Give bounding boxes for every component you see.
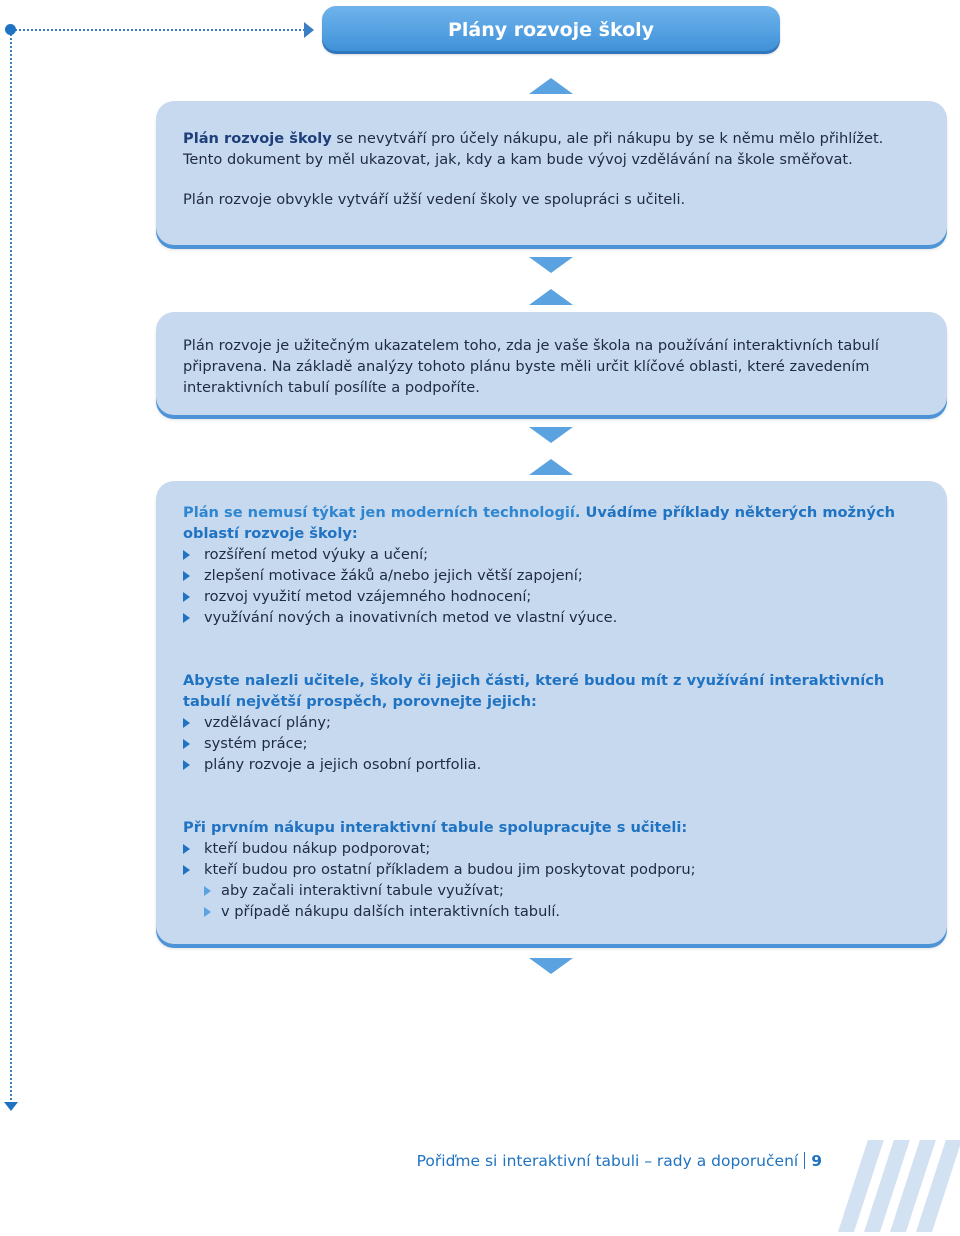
sub-bullet-icon <box>204 886 211 896</box>
sub-bullet-icon <box>204 907 211 917</box>
list-item: plány rozvoje a jejich osobní portfolia. <box>183 754 925 775</box>
bullet-icon <box>183 718 190 728</box>
box3-section-3-heading: Při prvním nákupu interaktivní tabule spolupracujte s učiteli: <box>183 819 688 836</box>
box3-section-1-heading <box>183 502 925 544</box>
box1-paragraph-1-text: se nevytváří pro účely nákupu, ale při nákupu by se k němu mělo přihlížet. Tento dokument by měl ukazovat, jak, kdy a kam bude vývoj vzdělávání na škole směřovat. <box>183 130 884 168</box>
box3-section-3-sublist <box>183 880 925 922</box>
list-item: kteří budou pro ostatní příkladem a budou jim poskytovat podporu; <box>183 859 925 880</box>
list-item: systém práce; <box>183 733 925 754</box>
bullet-icon <box>183 613 190 623</box>
list-item: aby začali interaktivní tabule využívat; <box>183 880 925 901</box>
box3-section-2-list <box>183 712 925 775</box>
list-item: rozvoj využití metod vzájemného hodnocení; <box>183 586 925 607</box>
connector-start-dot <box>5 24 16 35</box>
triangle-up-icon <box>529 459 573 475</box>
info-box-1 <box>156 101 947 245</box>
box1-paragraph-1 <box>183 128 925 170</box>
box3-section-1-list <box>183 544 925 628</box>
list-item: vzdělávací plány; <box>183 712 925 733</box>
page-footer <box>417 1152 822 1170</box>
info-box-3 <box>156 481 947 944</box>
arrow-down-icon <box>4 1102 18 1111</box>
box3-section-1-lead: Plán se nemusí týkat jen moderních technologií. <box>183 504 581 521</box>
triangle-down-icon <box>529 257 573 273</box>
decorative-stripes <box>824 1140 960 1232</box>
box3-section-1-text: Uvádíme příklady některých možných oblastí rozvoje školy: <box>183 504 895 542</box>
bullet-icon <box>183 844 190 854</box>
page-title-text: Plány rozvoje školy <box>447 19 655 41</box>
connector-horizontal <box>12 29 308 31</box>
box1-lead: Plán rozvoje školy <box>183 130 332 147</box>
page-title <box>322 6 780 54</box>
arrow-right-icon <box>304 22 314 38</box>
bullet-icon <box>183 760 190 770</box>
footer-divider <box>804 1152 805 1169</box>
list-item: kteří budou nákup podporovat; <box>183 838 925 859</box>
list-item: rozšíření metod výuky a učení; <box>183 544 925 565</box>
triangle-up-icon <box>529 78 573 94</box>
triangle-down-icon <box>529 958 573 974</box>
footer-text: Pořiďme si interaktivní tabuli – rady a doporučení <box>416 1152 799 1170</box>
box3-section-3-list <box>183 838 925 880</box>
box2-paragraph-1: Plán rozvoje je užitečným ukazatelem toho, zda je vaše škola na používání interaktivních tabulí připravena. Na základě analýzy tohoto plánu byste měli určit klíčové oblasti, které zavedením interaktivních tabulí posílíte a podpoříte. <box>183 337 879 396</box>
bullet-icon <box>183 550 190 560</box>
box3-section-2-heading: Abyste nalezli učitele, školy či jejich části, které budou mít z využívání interaktivních tabulí největší prospěch, porovnejte jejich: <box>183 672 885 710</box>
triangle-up-icon <box>529 289 573 305</box>
bullet-icon <box>183 865 190 875</box>
box1-paragraph-2: Plán rozvoje obvykle vytváří užší vedení školy ve spolupráci s učiteli. <box>183 191 686 208</box>
list-item: zlepšení motivace žáků a/nebo jejich větší zapojení; <box>183 565 925 586</box>
page-number: 9 <box>811 1152 822 1170</box>
info-box-2 <box>156 312 947 415</box>
list-item: využívání nových a inovativních metod ve vlastní výuce. <box>183 607 925 628</box>
bullet-icon <box>183 571 190 581</box>
bullet-icon <box>183 592 190 602</box>
list-item: v případě nákupu dalších interaktivních tabulí. <box>183 901 925 922</box>
connector-vertical <box>10 30 12 1104</box>
bullet-icon <box>183 739 190 749</box>
triangle-down-icon <box>529 427 573 443</box>
